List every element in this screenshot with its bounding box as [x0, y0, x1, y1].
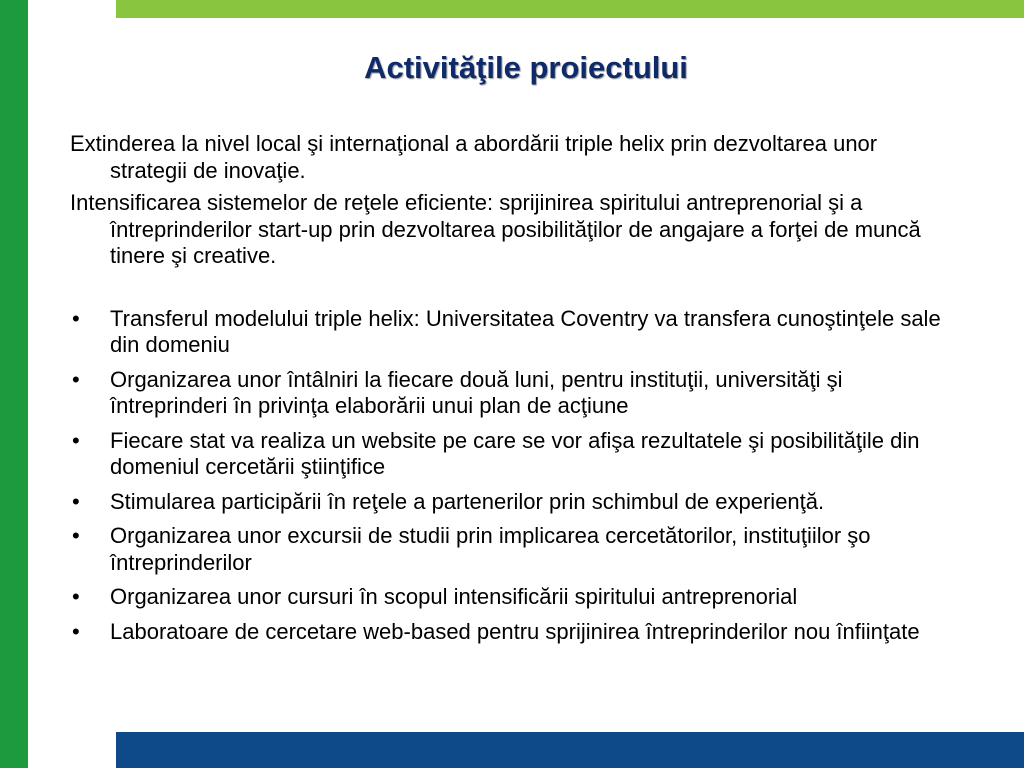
spacer [70, 276, 950, 306]
bullet-list [70, 306, 950, 646]
bullet-item [70, 523, 950, 576]
bullet-item [70, 428, 950, 481]
slide-content [70, 131, 950, 653]
bullet-item [70, 489, 950, 516]
bullet-text: Stimularea participării în reţele a partenerilor prin schimbul de experienţă. [110, 488, 825, 514]
bullet-dot: • [72, 488, 80, 514]
bullet-dot: • [72, 366, 80, 392]
bullet-item [70, 306, 950, 359]
bullet-dot: • [72, 584, 80, 609]
bullet-dot: • [72, 427, 80, 453]
bullet-dot: • [72, 618, 80, 644]
paragraph-2: Intensificarea sistemelor de reţele eficiente: sprijinirea spiritului antreprenorial şi a întreprinderilor start-up prin dezvoltarea posibilităţilor de angajare a forţei de muncă tinere şi creative. [70, 190, 921, 268]
left-accent-bar [0, 0, 28, 768]
bullet-item [70, 619, 950, 646]
bullet-item [70, 584, 950, 611]
bullet-text: Organizarea unor excursii de studii prin implicarea cercetătorilor, instituţiilor şo întreprinderilor [110, 523, 871, 575]
bullet-dot: • [72, 523, 80, 548]
bullet-dot: • [72, 305, 80, 331]
bullet-text: Organizarea unor cursuri în scopul intensificării spiritului antreprenorial [110, 584, 798, 609]
bullet-text: Fiecare stat va realiza un website pe care se vor afişa rezultatele şi posibilităţile din domeniul cercetării ştiinţifice [110, 427, 920, 479]
paragraph-1: Extinderea la nivel local şi internaţional a abordării triple helix prin dezvoltarea unor strategii de inovaţie. [70, 131, 878, 183]
top-accent-bar [116, 0, 1024, 18]
bottom-accent-bar [116, 732, 1024, 768]
bullet-text: Laboratoare de cercetare web-based pentru sprijinirea întreprinderilor nou înfiinţate [110, 618, 920, 644]
bullet-text: Transferul modelului triple helix: Universitatea Coventry va transfera cunoştinţele sale din domeniu [110, 305, 941, 357]
bullet-item [70, 367, 950, 420]
slide-title: Activităţile proiectului [364, 50, 688, 85]
bullet-text: Organizarea unor întâlniri la fiecare două luni, pentru instituţii, universităţi şi întreprinderi în privinţa elaborării unui plan de acţiune [110, 366, 843, 418]
